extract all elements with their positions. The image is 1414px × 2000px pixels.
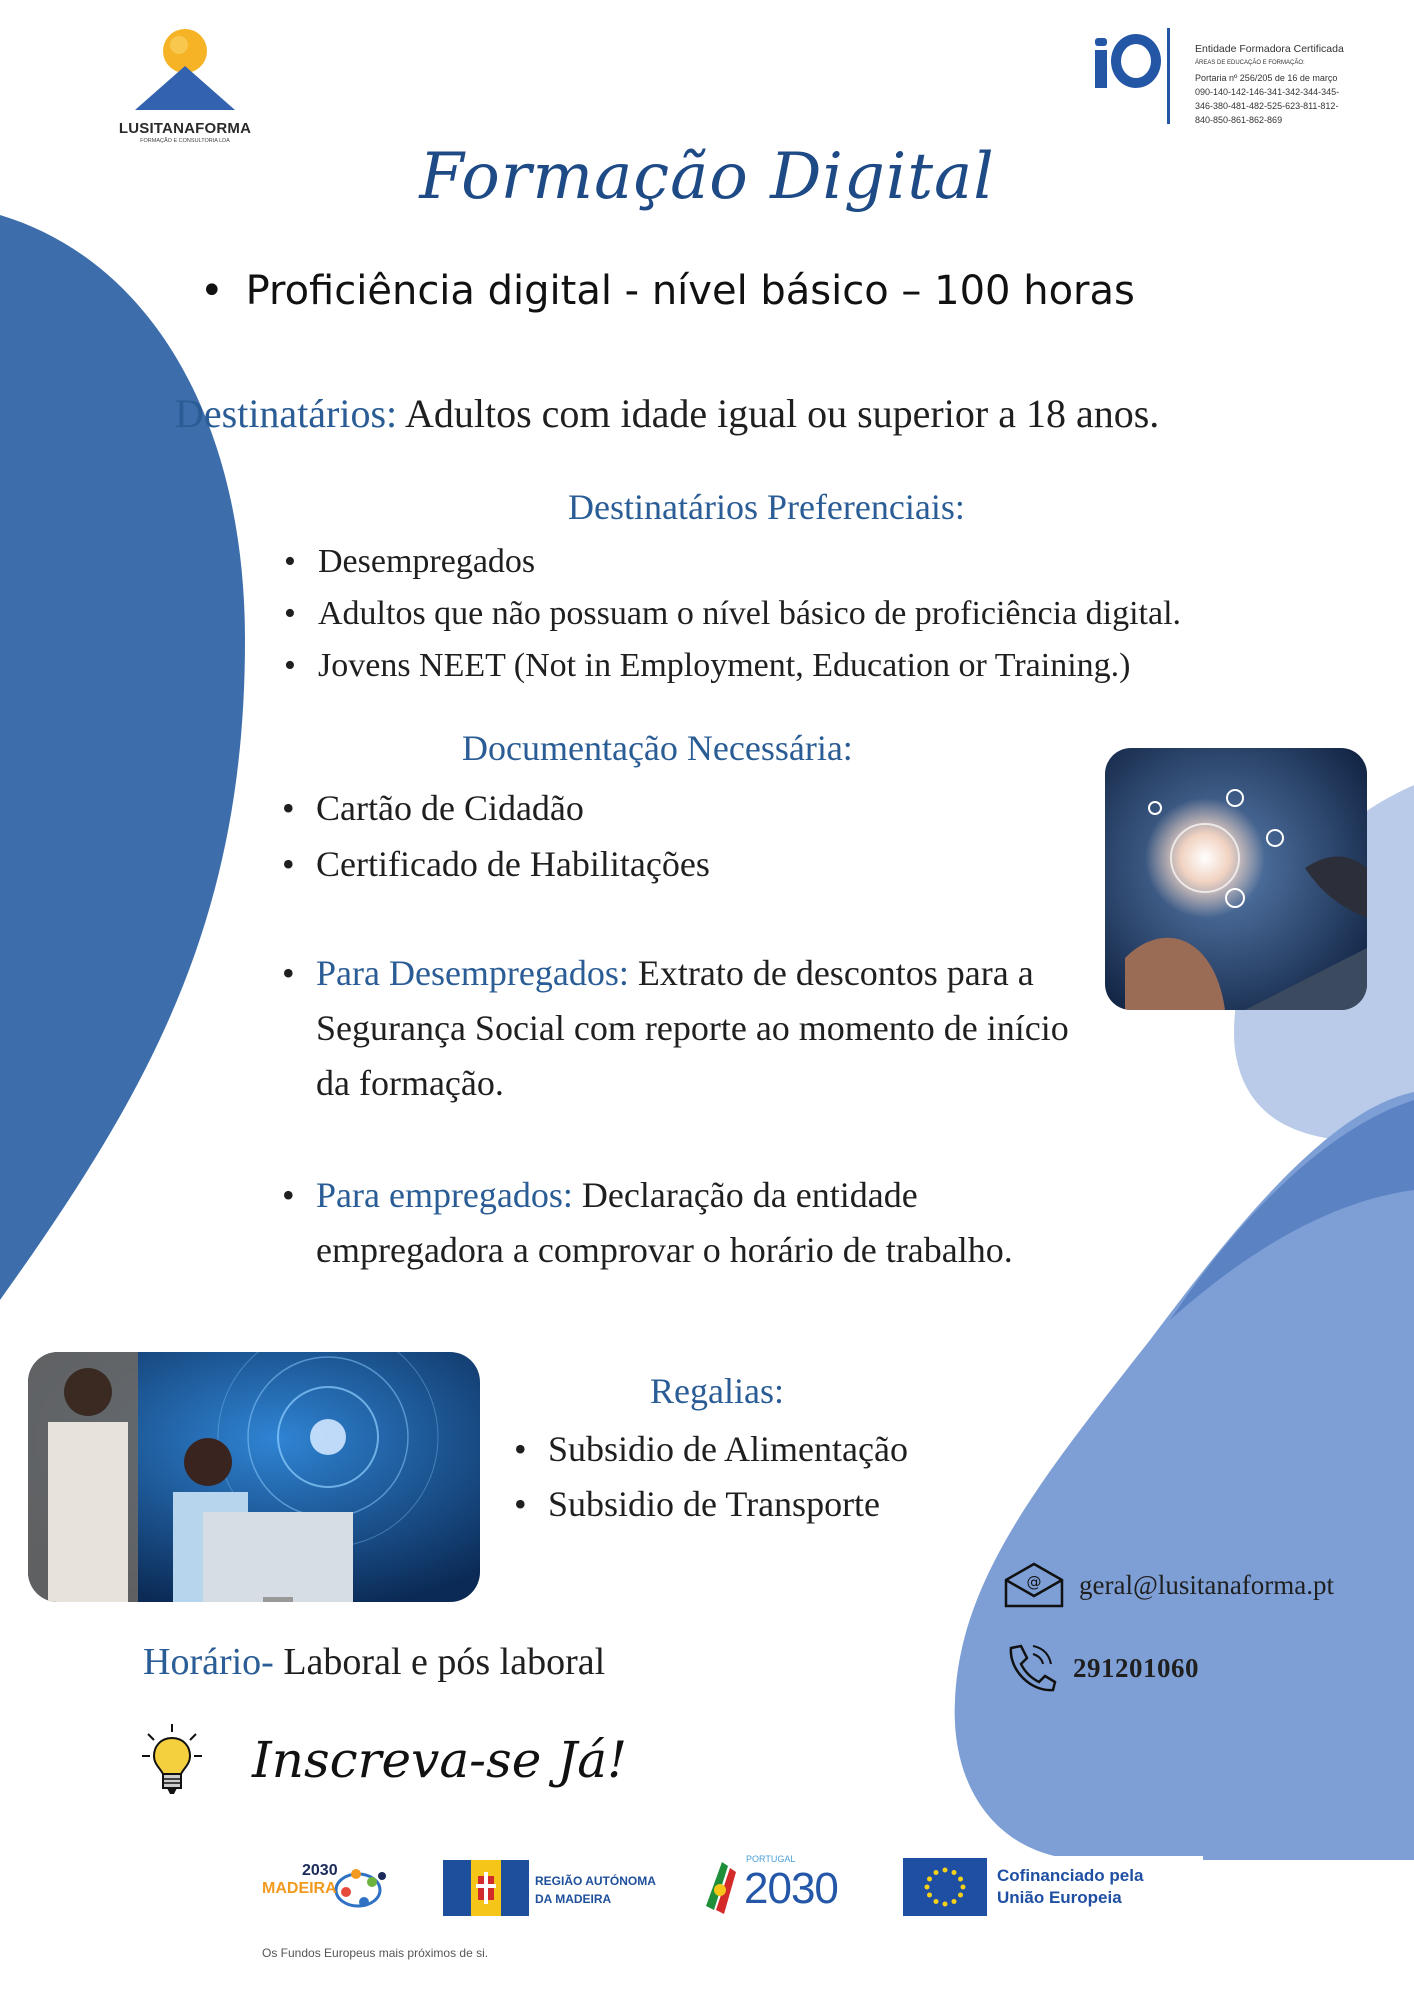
list-item: • Cartão de Cidadão xyxy=(276,780,710,836)
funding-logos xyxy=(258,1852,1198,1922)
documentacao-heading: Documentação Necessária: xyxy=(462,728,853,768)
sun-mountain-icon xyxy=(110,28,260,118)
regalias-heading: Regalias: xyxy=(650,1371,784,1411)
eu-flag-icon xyxy=(903,1858,987,1916)
portugal-small: PORTUGAL xyxy=(746,1854,796,1864)
eu-line-1: Cofinanciado pela xyxy=(997,1866,1144,1885)
empregados-label: Para empregados: xyxy=(316,1175,573,1215)
call-to-action xyxy=(140,1722,627,1798)
office-tech-photo xyxy=(28,1352,480,1602)
horario-line xyxy=(143,1640,605,1684)
phone-text[interactable]: 291201060 xyxy=(1073,1652,1199,1683)
regiao-line-1: REGIÃO AUTÓNOMA xyxy=(535,1874,656,1888)
svg-text:@: @ xyxy=(1026,1573,1042,1591)
contact-email[interactable] xyxy=(1003,1562,1334,1608)
iq-certification-logo xyxy=(1095,28,1385,128)
list-item xyxy=(276,946,1096,1111)
right-logo-line-2: ÁREAS DE EDUCAÇÃO E FORMAÇÃO: xyxy=(1195,60,1305,66)
left-logo-subtitle: FORMAÇÃO E CONSULTORIA LDA xyxy=(140,138,230,144)
empregados-requirement xyxy=(276,1168,1076,1278)
email-text[interactable]: geral@lusitanaforma.pt xyxy=(1079,1569,1335,1600)
footer-tagline: Os Fundos Europeus mais próximos de si. xyxy=(262,1946,489,1960)
cta-text: Inscreva-se Já! xyxy=(252,1731,628,1789)
madeira-2030-logo xyxy=(258,1852,398,1922)
left-logo-name: LUSITANAFORMA xyxy=(118,120,252,137)
left-blue-wave xyxy=(0,215,245,1300)
right-logo-line-6: 840-850-861-862-869 xyxy=(1195,115,1283,125)
list-item: • Subsidio de Transporte xyxy=(508,1477,908,1532)
right-logo-line-5: 346-380-481-482-525-623-811-812- xyxy=(1195,101,1339,111)
list-item: • Desempregados xyxy=(278,536,1181,588)
bullet: • xyxy=(200,268,224,314)
iq-mark xyxy=(1095,28,1181,108)
phone-icon xyxy=(1003,1642,1059,1694)
right-logo-line-1: Entidade Formadora Certificada xyxy=(1195,43,1344,55)
destinatarios-label: Destinatários: xyxy=(175,391,398,436)
list-item: • Adultos que não possuam o nível básico de proficiência digital. xyxy=(278,588,1181,640)
list-item: • Subsidio de Alimentação xyxy=(508,1422,908,1477)
eu-cofinanced-logo xyxy=(903,1856,1203,1918)
regiao-line-2: DA MADEIRA xyxy=(535,1892,612,1906)
horario-label: Horário- xyxy=(143,1641,274,1683)
course-title xyxy=(200,268,1135,314)
empregados-text: Declaração da entidade empregadora a comprovar o horário de trabalho. xyxy=(316,1175,1013,1270)
lusitanaforma-logo xyxy=(110,28,260,148)
desempregados-text: Extrato de descontos para a Segurança Social com reporte ao momento de início da formação. xyxy=(316,953,1069,1103)
eu-line-2: União Europeia xyxy=(997,1888,1122,1907)
regalias-list xyxy=(508,1422,908,1532)
list-item: • Jovens NEET (Not in Employment, Education or Training.) xyxy=(278,640,1181,692)
email-icon xyxy=(1003,1562,1065,1608)
contact-phone[interactable] xyxy=(1003,1642,1199,1694)
preferenciais-heading: Destinatários Preferenciais: xyxy=(568,487,965,527)
madeira-year: 2030 xyxy=(302,1862,338,1879)
documentacao-list xyxy=(276,780,710,892)
digital-hand-photo xyxy=(1105,748,1367,1010)
destinatarios-text: Adultos com idade igual ou superior a 18 anos. xyxy=(397,391,1160,436)
desempregados-label: Para Desempregados: xyxy=(316,953,629,993)
regiao-madeira-logo xyxy=(443,1860,656,1916)
list-item xyxy=(276,1168,1076,1278)
portugal-year: 2030 xyxy=(744,1864,838,1913)
desempregados-requirement xyxy=(276,946,1096,1111)
portugal-2030-logo xyxy=(700,1852,850,1922)
page-title: Formação Digital xyxy=(419,140,995,214)
right-logo-line-3: Portaria nº 256/205 de 16 de março xyxy=(1195,73,1338,83)
lightbulb-icon xyxy=(140,1722,204,1798)
destinatarios-line xyxy=(175,390,1159,437)
right-logo-line-4: 090-140-142-146-341-342-344-345- xyxy=(1195,87,1340,97)
list-item: • Certificado de Habilitações xyxy=(276,836,710,892)
course-name: Proficiência digital - nível básico – 100 horas xyxy=(245,268,1135,314)
preferenciais-list xyxy=(278,536,1181,692)
horario-text: Laboral e pós laboral xyxy=(273,1641,606,1683)
madeira-name: MADEIRA xyxy=(262,1880,337,1897)
